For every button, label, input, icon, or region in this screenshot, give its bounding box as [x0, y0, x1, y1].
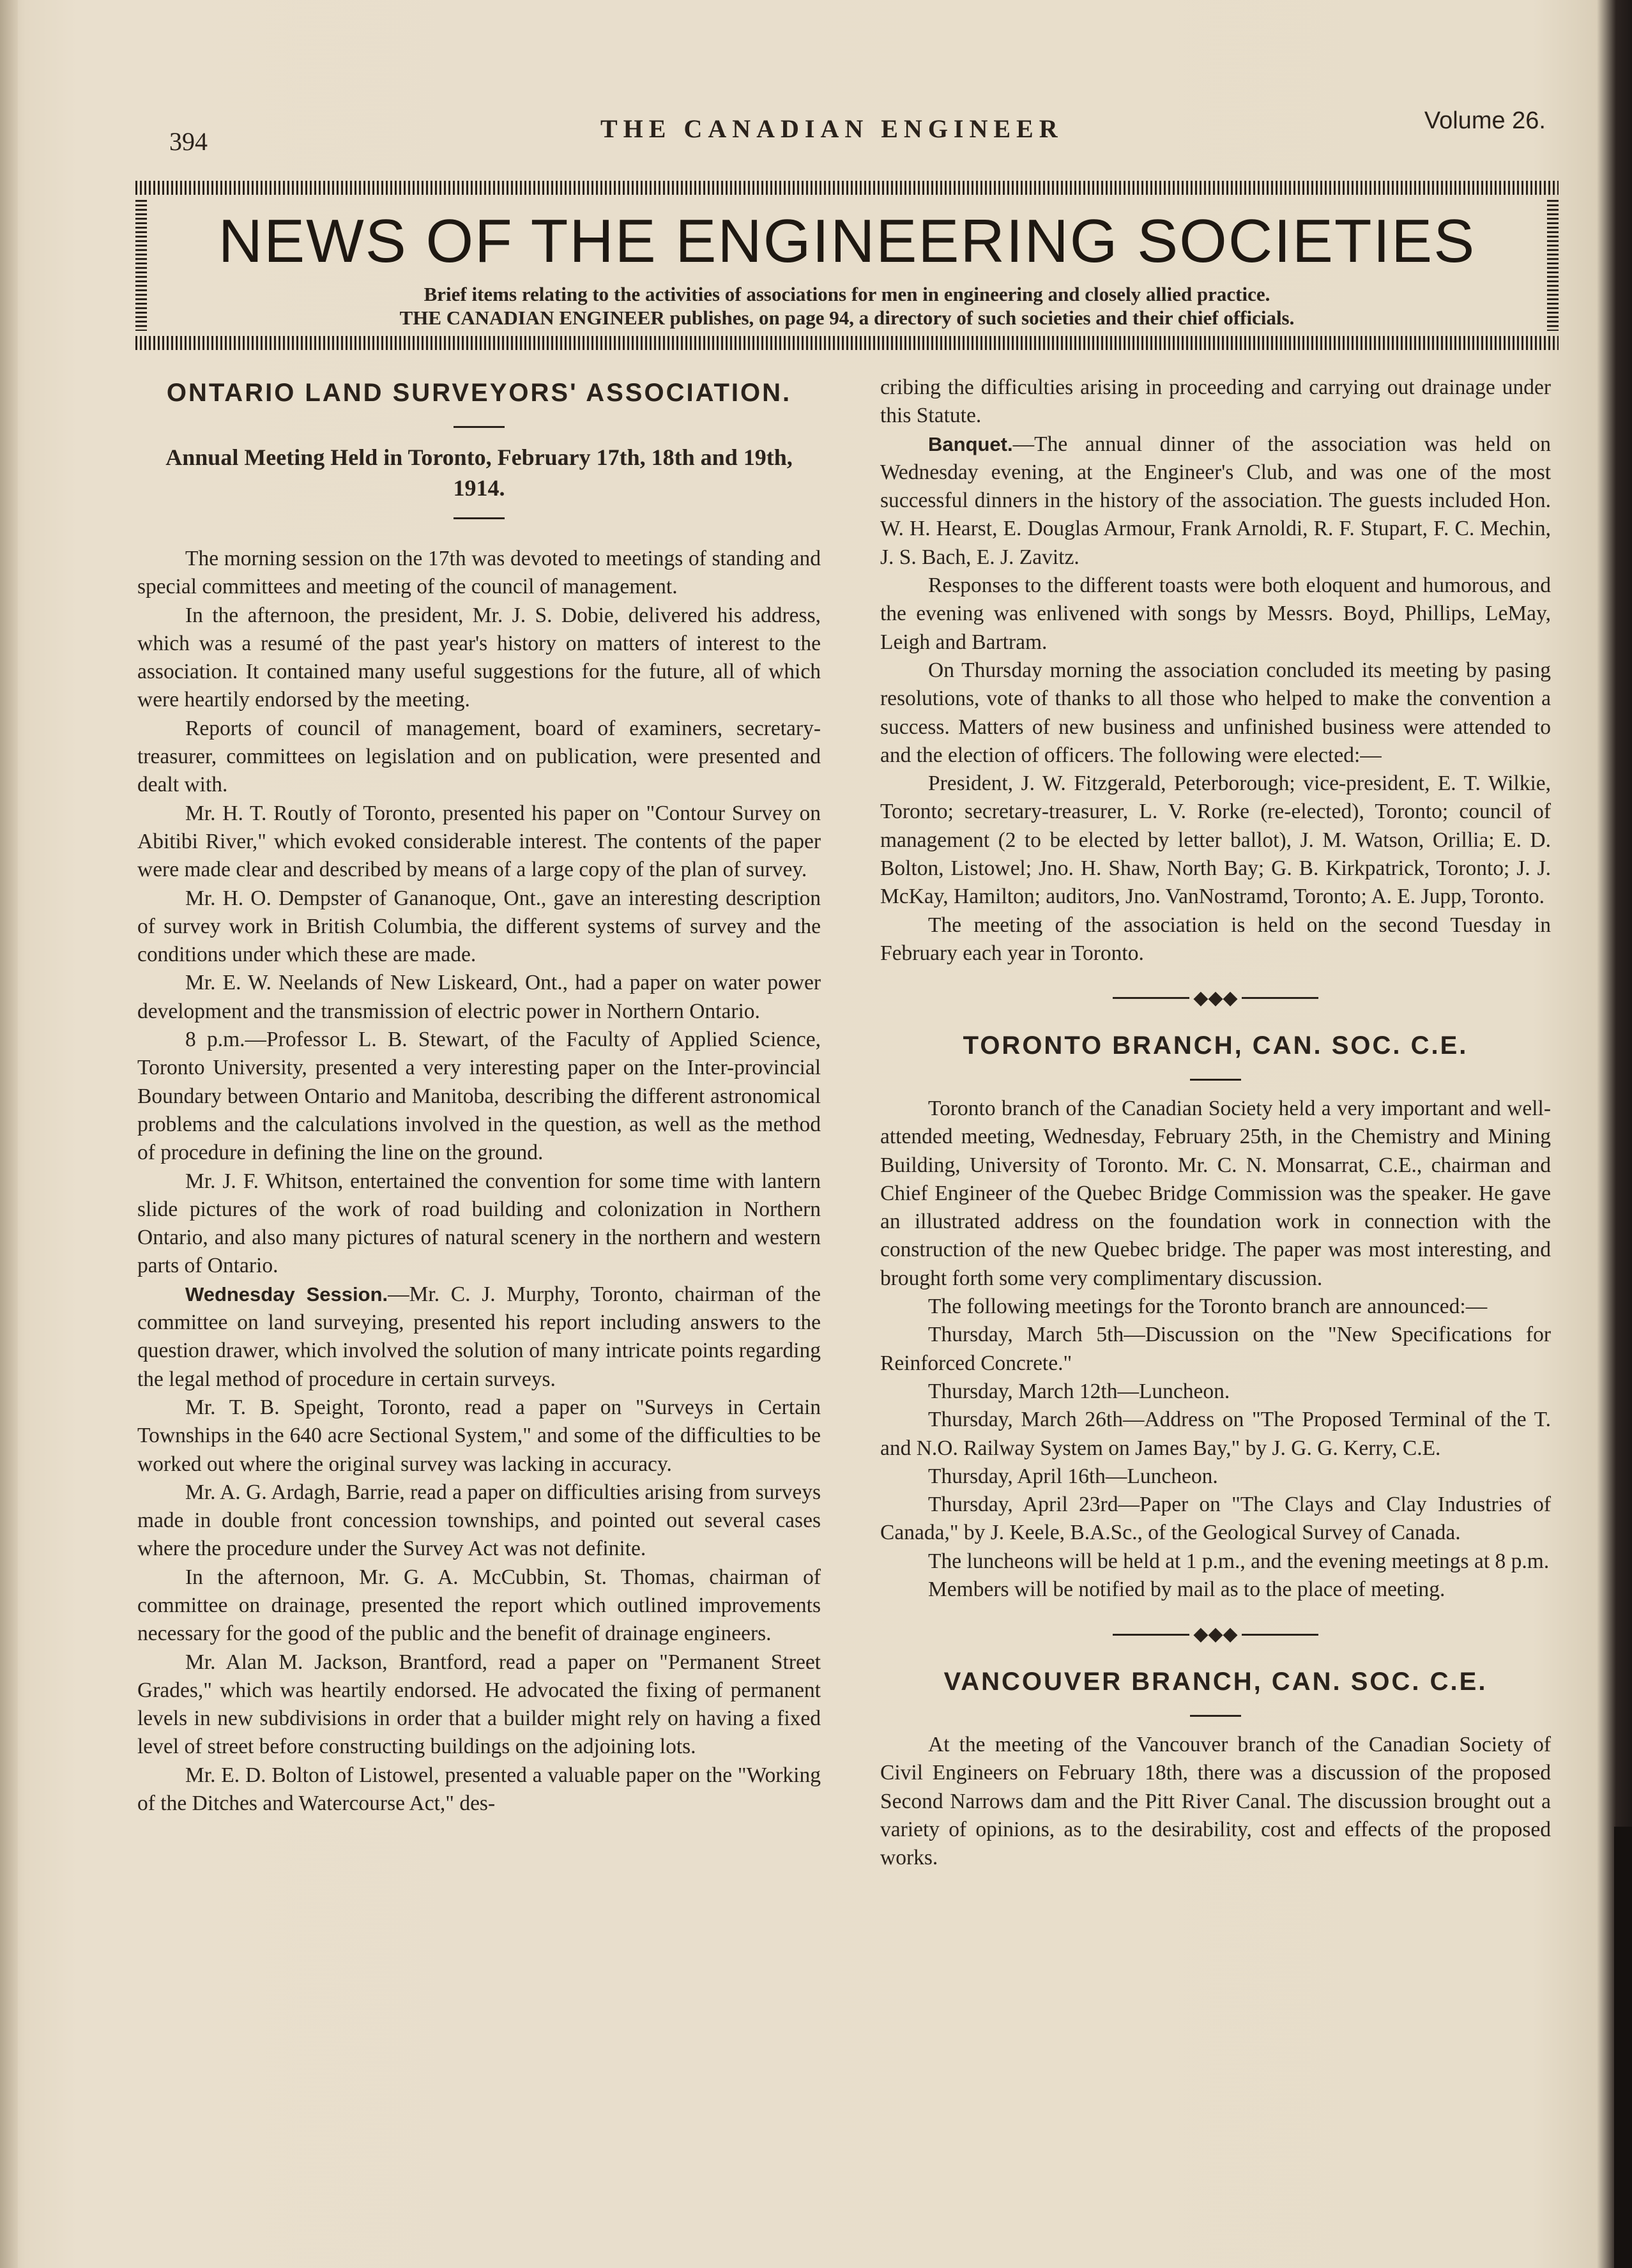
toronto-heading: TORONTO BRANCH, CAN. SOC. C.E.: [963, 1031, 1468, 1060]
section-banner: [135, 181, 1559, 350]
divider: [1190, 1079, 1241, 1081]
paragraph: 8 p.m.—Professor L. B. Stewart, of the Faculty of Applied Science, Toronto University, presented a very interesting paper on the Inter-provincial Boundary between Ontario and Manitoba, describing the different astronomical problems and the calculations involved in the question, as well as the method of procedure in defining the line on the ground.: [137, 1028, 821, 1165]
meeting-item: Thursday, March 12th—Luncheon.: [928, 1379, 1230, 1403]
left-column: [137, 374, 821, 1818]
paragraph: Mr. E. W. Neelands of New Liskeard, Ont., had a paper on water power development and the transmission of electric power in Northern Ontario.: [137, 971, 821, 1023]
ontario-subheading: Annual Meeting Held in Toronto, February 17th, 18th and 19th, 1914.: [165, 445, 793, 501]
paragraph: Mr. E. D. Bolton of Listowel, presented a valuable paper on the "Working of the Ditches and Watercourse Act," des-: [137, 1763, 821, 1816]
paragraph: Mr. T. B. Speight, Toronto, read a paper on "Surveys in Certain Townships in the 640 acre Sectional System," and some of the difficulties to be worked out where the original survey was lacking in accuracy.: [137, 1395, 821, 1476]
meeting-item: Thursday, March 5th—Discussion on the "New Specifications for Reinforced Concrete.": [880, 1323, 1551, 1375]
ontario-heading: ONTARIO LAND SURVEYORS' ASSOCIATION.: [166, 379, 792, 407]
paragraph: Mr. J. F. Whitson, entertained the convention for some time with lantern slide pictures of the work of road building and colonization in Northern Ontario, and also many pictures of natural scenery in the northern and western parts of Ontario.: [137, 1169, 821, 1278]
paragraph: Mr. H. O. Dempster of Gananoque, Ont., gave an interesting description of survey work in British Columbia, the different systems of survey and the conditions under which these are made.: [137, 886, 821, 967]
meeting-item: Thursday, April 23rd—Paper on "The Clays and Clay Industries of Canada," by J. Keele, B.A.Sc., of the Geological Survey of Canada.: [880, 1493, 1551, 1545]
divider: [454, 517, 505, 519]
paragraph: Toronto branch of the Canadian Society held a very important and well-attended meeting, Wednesday, February 25th, in the Chemistry and Mining Building, University of Toronto. Mr. C. N. Monsarrat, C.E., chairman and Chief Engineer of the Quebec Bridge Commission was the speaker. He gave an illustrated address on the foundation work in connection with the construction of the new Quebec bridge. The paper was most interesting, and brought forth some very complimentary discussion.: [880, 1096, 1551, 1290]
paragraph: Reports of council of management, board of examiners, secretary-treasurer, committees on legislation and on publication, were presented and dealt with.: [137, 716, 821, 797]
paragraph: Members will be notified by mail as to the place of meeting.: [928, 1578, 1445, 1602]
paragraph: In the afternoon, the president, Mr. J. S. Dobie, delivered his address, which was a resumé of the past year's history on matters of interest to the association. It contained many useful suggestions for the future, all of which were heartily endorsed by the meeting.: [137, 603, 821, 712]
page-number: 394: [169, 127, 208, 156]
paragraph: The following meetings for the Toronto branch are announced:—: [928, 1295, 1488, 1319]
banner-subtitle-2: THE CANADIAN ENGINEER publishes, on page 94, a directory of such societies and their chief officials.: [399, 307, 1295, 329]
section-ornament: ◆◆◆: [880, 1613, 1551, 1654]
wednesday-session-label: Wednesday Session.: [185, 1282, 388, 1305]
banner-subtitle-1: Brief items relating to the activities of associations for men in engineering and closely allied practice.: [423, 283, 1270, 305]
paragraph: Mr. Alan M. Jackson, Brantford, read a paper on "Permanent Street Grades," which was heartily endorsed. He advocated the fixing of permanent levels in new subdivisions in order that a builder might rely on having a fixed level of street before constructing buildings on the adjoining lots.: [137, 1650, 821, 1759]
divider: [454, 426, 505, 428]
banner-title: NEWS OF THE ENGINEERING SOCIETIES: [218, 207, 1476, 275]
right-column: [880, 374, 1551, 1873]
vancouver-heading: VANCOUVER BRANCH, CAN. SOC. C.E.: [943, 1668, 1488, 1696]
section-ornament: ◆◆◆: [880, 977, 1551, 1017]
banner-top-border: [135, 181, 1559, 195]
paragraph: Mr. H. T. Routly of Toronto, presented his paper on "Contour Survey on Abitibi River," which evoked considerable interest. The contents of the paper were made clear and described by means of a large copy of the plan of survey.: [137, 801, 821, 882]
paragraph-text: —Mr. C. J. Murphy, Toronto, chairman of the committee on land surveying, presented his report including answers to the question drawer, which involved the solution of many intricate points regarding the legal method of procedure in certain surveys.: [137, 1282, 821, 1391]
meeting-item: Thursday, March 26th—Address on "The Proposed Terminal of the T. and N.O. Railway System on James Bay," by J. G. G. Kerry, C.E.: [880, 1408, 1551, 1460]
paragraph: [137, 1281, 821, 1394]
paragraph: Mr. A. G. Ardagh, Barrie, read a paper on difficulties arising from surveys made in double front concession townships, and pointed out several cases where the procedure under the Survey Act was not definite.: [137, 1480, 821, 1561]
meeting-item: Thursday, April 16th—Luncheon.: [928, 1464, 1218, 1488]
paragraph: President, J. W. Fitzgerald, Peterborough; vice-president, E. T. Wilkie, Toronto; secretary-treasurer, L. V. Rorke (re-elected), Toronto; council of management (2 to be elected by letter ballot), J. M. Watson, Orillia; E. D. Bolton, Listowel; Jno. H. Shaw, North Bay; G. B. Kirkpatrick, Toronto; J. J. McKay, Hamilton; auditors, Jno. VanNostramd, Toronto; A. E. Jupp, Toronto.: [880, 772, 1551, 909]
paragraph: cribing the difficulties arising in proceeding and carrying out drainage under this Statute.: [880, 376, 1551, 428]
paragraph: [880, 430, 1551, 572]
paragraph: In the afternoon, Mr. G. A. McCubbin, St. Thomas, chairman of committee on drainage, presented the report which outlined improvements necessary for the good of the public and the benefit of drainage engineers.: [137, 1565, 821, 1646]
banner-bottom-border: [135, 336, 1559, 350]
paragraph: The luncheons will be held at 1 p.m., and the evening meetings at 8 p.m.: [928, 1549, 1550, 1573]
divider: [1190, 1715, 1241, 1717]
book-spine: [0, 0, 18, 2268]
volume-label: Volume 26.: [1424, 107, 1546, 134]
banquet-label: Banquet.: [928, 432, 1013, 455]
paragraph: The morning session on the 17th was devoted to meetings of standing and special committees and meeting of the council of management.: [137, 547, 821, 599]
paragraph: The meeting of the association is held on the second Tuesday in February each year in Toronto.: [880, 913, 1551, 965]
paragraph: On Thursday morning the association concluded its meeting by pasing resolutions, vote of thanks to all those who helped to make the convention a success. Matters of new business and unfinished business were attended to and the election of officers. The following were elected:—: [880, 658, 1551, 767]
running-header: [169, 107, 1546, 156]
paragraph: Responses to the different toasts were both eloquent and humorous, and the evening was enlivened with songs by Messrs. Boyd, Phillips, LeMay, Leigh and Bartram.: [880, 574, 1551, 654]
paragraph-text: —The annual dinner of the association was held on Wednesday evening, at the Engineer's Club, and was one of the most successful dinners in the history of the association. The guests included Hon. W. H. Hearst, E. Douglas Armour, Frank Arnoldi, R. F. Stupart, F. C. Mechin, J. S. Bach, E. J. Zavitz.: [880, 432, 1551, 569]
page-edge-shadow: [1614, 1827, 1632, 2268]
paragraph: At the meeting of the Vancouver branch of the Canadian Society of Civil Engineers on February 18th, there was a discussion of the proposed Second Narrows dam and the Pitt River Canal. The discussion brought out a variety of opinions, as to the desirability, cost and effects of the proposed works.: [880, 1733, 1551, 1870]
journal-title: THE CANADIAN ENGINEER: [600, 114, 1064, 143]
